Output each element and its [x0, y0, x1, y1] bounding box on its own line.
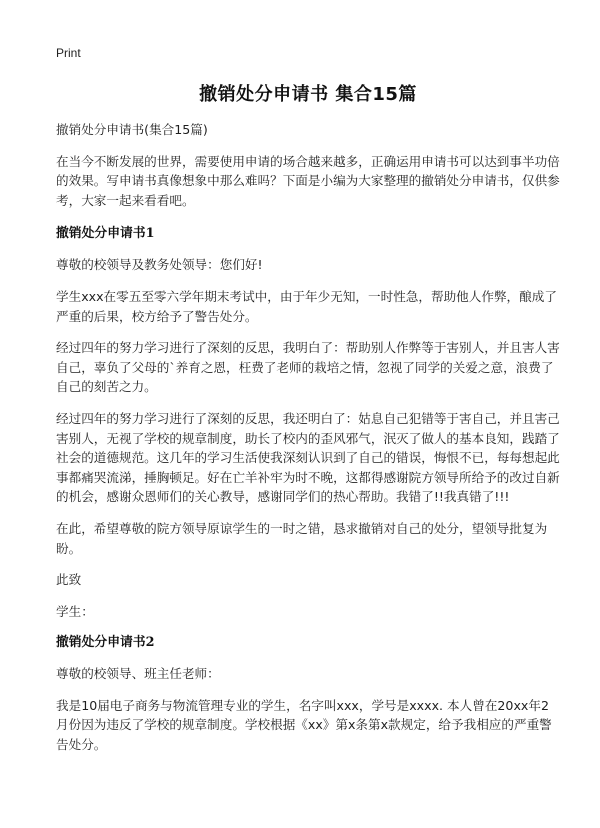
- intro-paragraph: 在当今不断发展的世界，需要使用申请的场合越来越多，正确运用申请书可以达到事半功倍的效果。写申请书真像想象中那么难吗？下面是小编为大家整理的撤销处分申请书，仅供参考，大家一起来看看吧。: [56, 153, 560, 208]
- section2-paragraph-1: 我是10届电子商务与物流管理专业的学生，名字叫xxx，学号是xxxx. 本人曾在20xx年2月份因为违反了学校的规章制度。学校根据《xx》第x条第x款规定，给予我相应的严重警告处分。: [56, 697, 552, 753]
- section2-heading: 撤销处分申请书2: [56, 635, 155, 651]
- section1-heading: 撤销处分申请书1: [56, 226, 155, 242]
- section1-paragraph-3: 经过四年的努力学习进行了深刻的反思，我还明白了：姑息自己犯错等于害自己，并且害己害别人，无视了学校的规章制度，助长了校内的歪风邪气，泯灭了做人的基本良知，践踏了社会的道德规范。这几年的学习生活使我深刻认识到了自己的错误，悔恨不已，每每想起此事都痛哭流涕，捶胸顿足。好在亡羊补牢为时不晚，这都得感谢院方领导所给予的改过自新的机会，感谢众恩师们的关心教导，感谢同学们的热心帮助。我错了!!我真错了!!!: [56, 410, 560, 505]
- section1-paragraph-4: 在此，希望尊敬的院方领导原谅学生的一时之错，恳求撤销对自己的处分，望领导批复为盼。: [56, 520, 548, 556]
- document-title: 撤销处分申请书 集合15篇: [199, 84, 417, 105]
- section1-paragraph-1: 学生xxx在零五至零六学年期末考试中，由于年少无知，一时性急，帮助他人作弊，酿成了严重的后果，校方给予了警告处分。: [56, 288, 557, 324]
- section1-paragraph-2: 经过四年的努力学习进行了深刻的反思，我明白了：帮助别人作弊等于害别人，并且害人害自己，辜负了父母的`养育之恩，枉费了老师的栽培之情，忽视了同学的关爱之意，浪费了自己的刻苦之力。: [56, 340, 560, 395]
- section1-signature: 学生：: [56, 603, 94, 619]
- document-body: [56, 120, 560, 767]
- print-link[interactable]: Print: [56, 46, 81, 60]
- section2-salutation: 尊敬的校领导、班主任老师：: [56, 666, 220, 682]
- section1-salutation: 尊敬的校领导及教务处领导：您们好!: [56, 257, 263, 273]
- document-subtitle: 撤销处分申请书(集合15篇): [56, 122, 208, 137]
- section1-closing: 此致: [56, 572, 82, 588]
